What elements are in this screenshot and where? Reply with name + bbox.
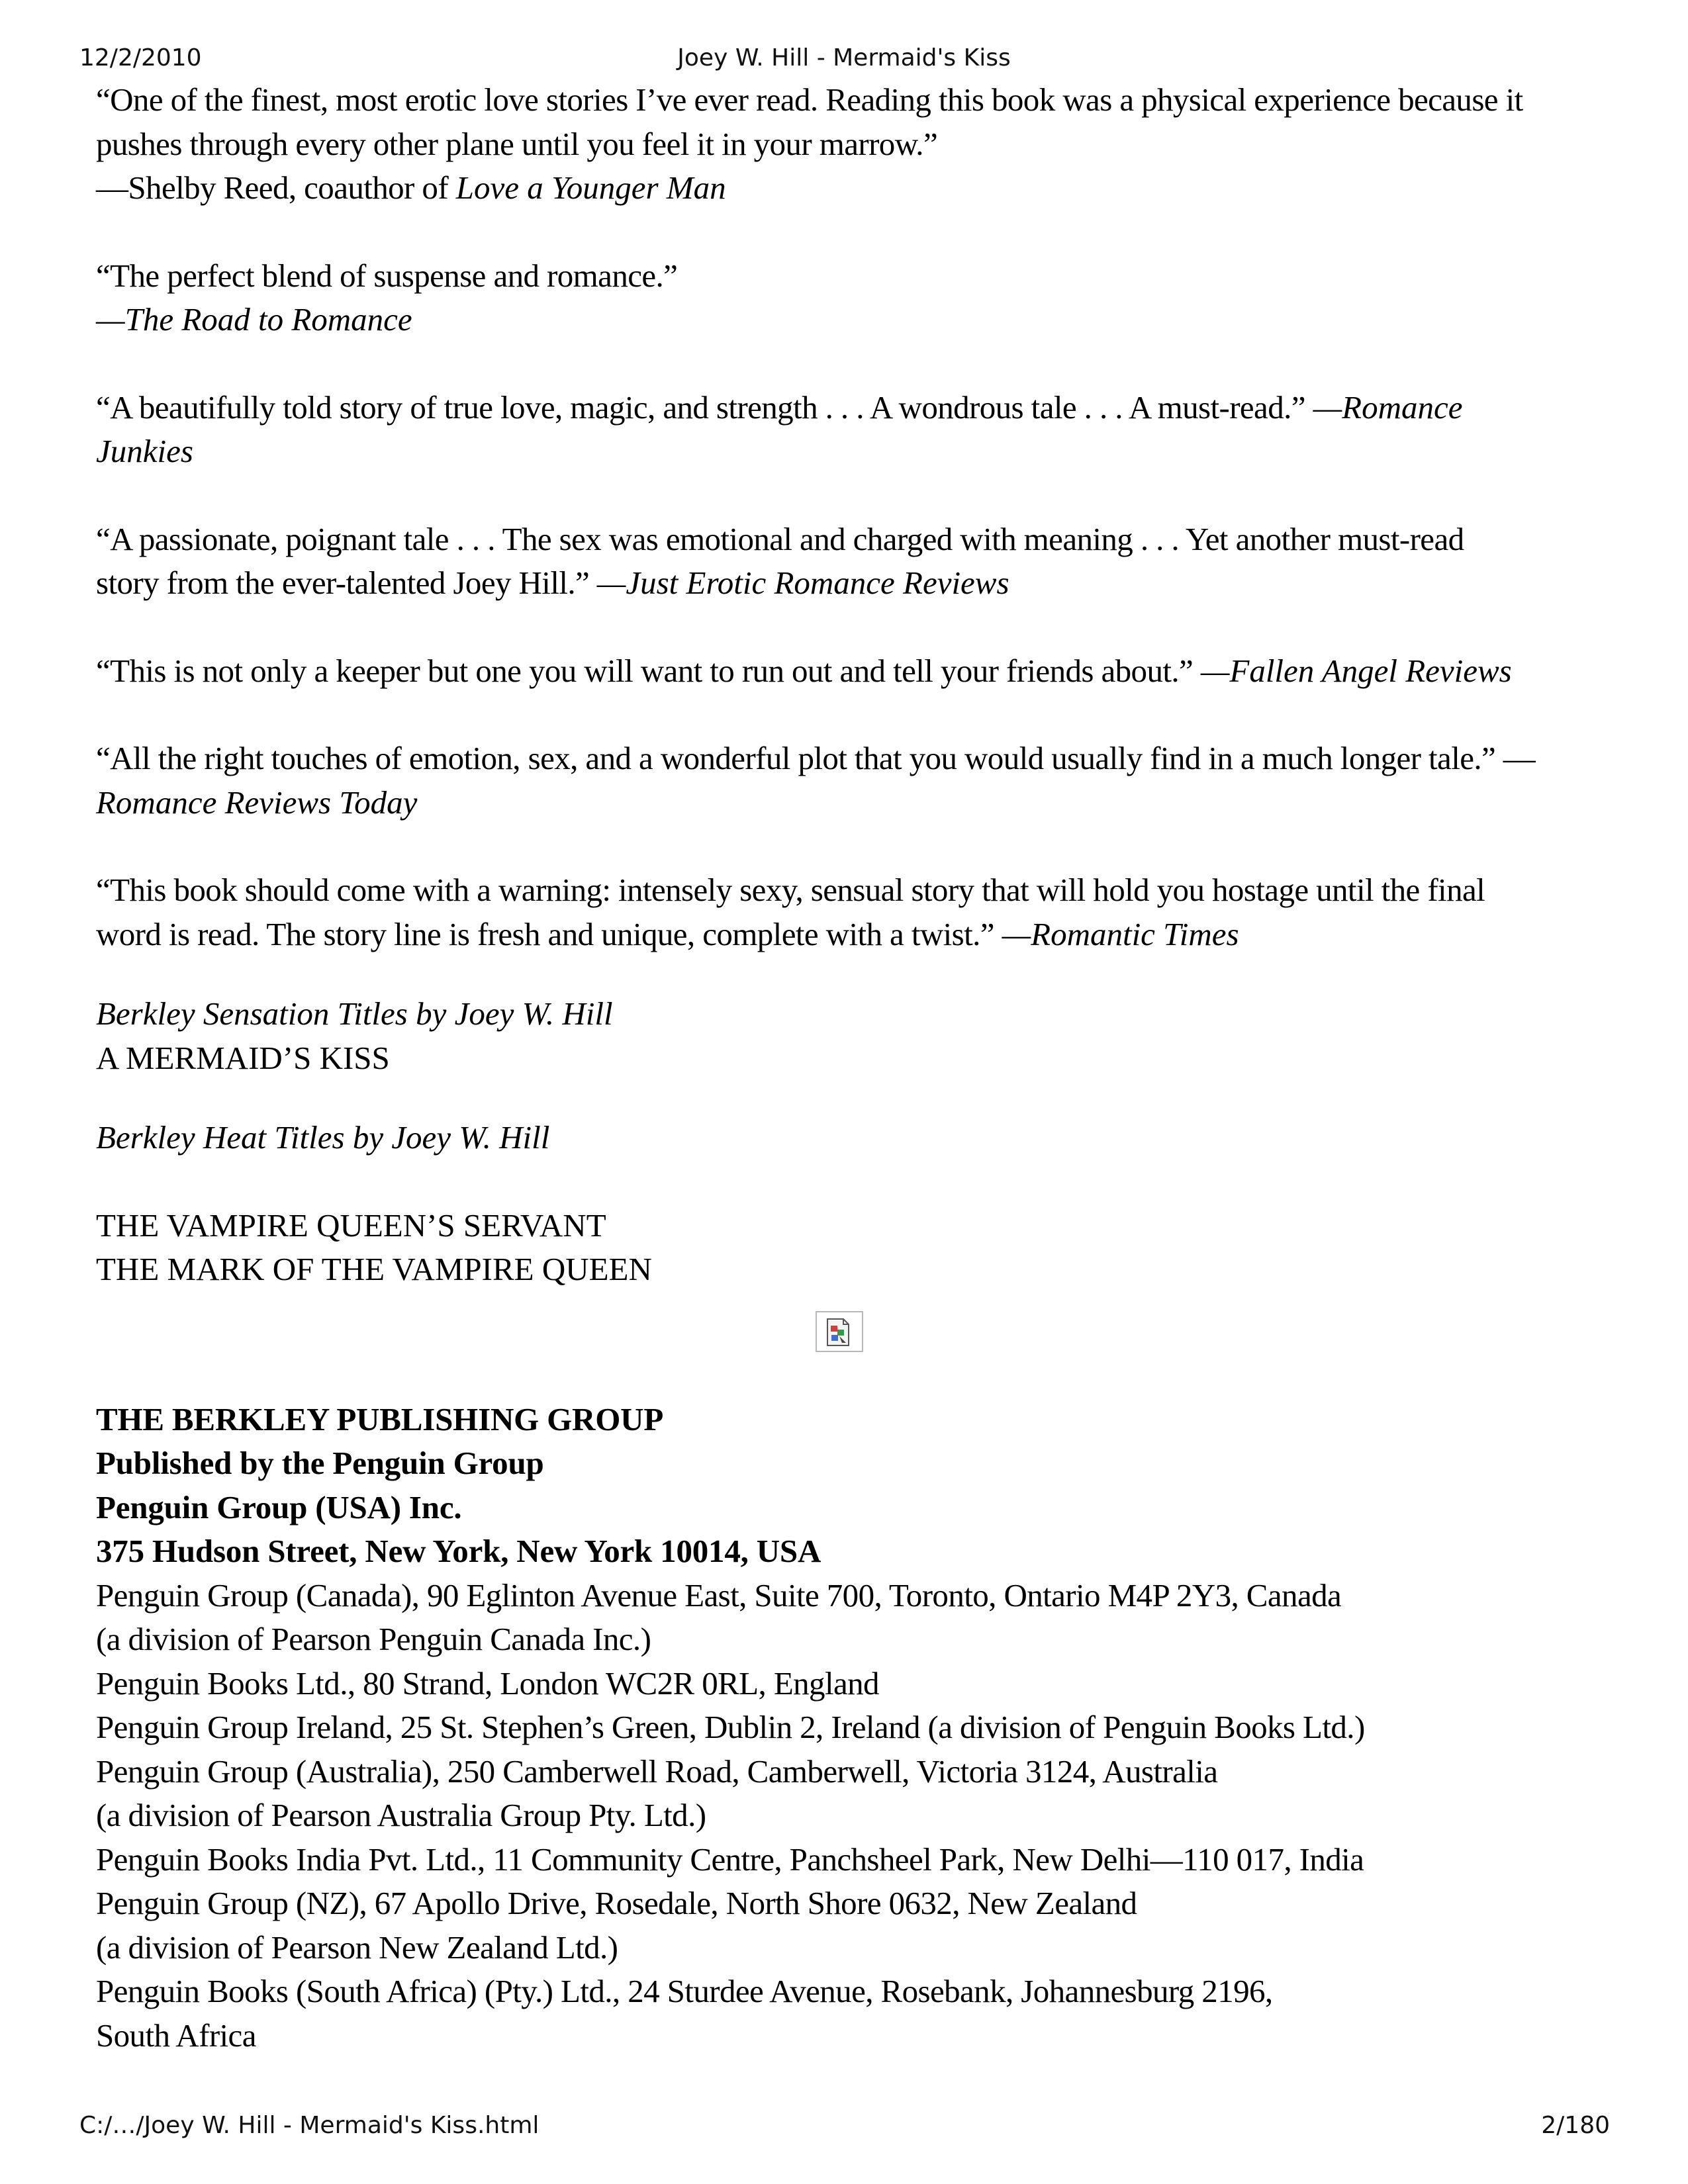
praise-quote-1 <box>96 78 1595 166</box>
praise-text: “This book should come with a warning: intensely sexy, sensual story that will hold you hostage until the final word is read. The story line is fresh and unique, complete with a twist.” <box>96 872 1485 952</box>
publisher-line: Published by the Penguin Group <box>96 1445 544 1481</box>
print-title: Joey W. Hill - Mermaid's Kiss <box>677 44 1011 71</box>
sensation-titles-heading: Berkley Sensation Titles by Joey W. Hill <box>96 995 613 1032</box>
praise-text: “The perfect blend of suspense and romance.” <box>96 257 678 294</box>
praise-text: “A beautifully told story of true love, magic, and strength . . . A wondrous tale . . . A must-read.” <box>96 388 1313 426</box>
publisher-line: Penguin Group (Canada), 90 Eglinton Avenue East, Suite 700, Toronto, Ontario M4P 2Y3, Canada <box>96 1576 1342 1614</box>
publisher-line: Penguin Books Ltd., 80 Strand, London WC2R 0RL, England <box>96 1664 879 1702</box>
page-number: 2/180 <box>1541 2112 1610 2139</box>
publisher-name: THE BERKLEY PUBLISHING GROUP <box>96 1400 664 1437</box>
attribution-source: Romance Reviews Today <box>96 784 418 821</box>
praise-text: “One of the finest, most erotic love stories I’ve ever read. Reading this book was a physical experience because it pushes through every other plane until you feel it in your marrow.” <box>96 81 1523 162</box>
attribution-source: Love a Younger Man <box>455 169 726 206</box>
print-header <box>0 44 1688 73</box>
publisher-address: 375 Hudson Street, New York, New York 10014, USA <box>96 1533 821 1569</box>
publisher-line: South Africa <box>96 2017 256 2054</box>
attribution-source: —Just Erotic Romance Reviews <box>596 565 1009 601</box>
publisher-line: (a division of Pearson Penguin Canada Inc.) <box>96 1621 651 1657</box>
book-title: THE MARK OF THE VAMPIRE QUEEN <box>96 1251 652 1287</box>
praise-quote-3 <box>96 386 1513 474</box>
page-content <box>96 78 1595 2058</box>
praise-text: “All the right touches of emotion, sex, and a wonderful plot that you would usually find in a much longer tale.” — <box>96 740 1536 776</box>
publisher-line: Penguin Group Ireland, 25 St. Stephen’s Green, Dublin 2, Ireland (a division of Penguin Books Ltd.) <box>96 1709 1365 1745</box>
praise-quote-7 <box>96 868 1539 956</box>
attribution-source: —Romantic Times <box>1002 915 1239 952</box>
praise-text: “A passionate, poignant tale . . . The sex was emotional and charged with meaning . . . Yet another must-read story from the ever-talented Joey Hill.” <box>96 520 1464 601</box>
publisher-line: Penguin Books India Pvt. Ltd., 11 Community Centre, Panchsheel Park, New Delhi—110 017, India <box>96 1841 1364 1878</box>
attribution-prefix: —Shelby Reed, coauthor of <box>96 169 456 206</box>
publisher-line: Penguin Books (South Africa) (Pty.) Ltd., 24 Sturdee Avenue, Rosebank, Johannesburg 2196, <box>96 1973 1273 2009</box>
attribution-source: —The Road to Romance <box>96 301 412 338</box>
book-title: THE VAMPIRE QUEEN’S SERVANT <box>96 1206 606 1244</box>
praise-text: “This is not only a keeper but one you will want to run out and tell your friends about.” <box>96 652 1201 689</box>
print-date: 12/2/2010 <box>79 44 202 71</box>
praise-quote-4 <box>96 518 1513 606</box>
praise-attribution-2 <box>96 298 1595 342</box>
praise-quote-5 <box>96 649 1595 694</box>
book-title: A MERMAID’S KISS <box>96 1039 390 1076</box>
praise-attribution-1 <box>96 166 1595 210</box>
broken-image-icon <box>816 1311 863 1352</box>
praise-quote-6 <box>96 737 1595 825</box>
publisher-line: (a division of Pearson Australia Group Pty. Ltd.) <box>96 1797 706 1833</box>
print-footer <box>0 2111 1688 2140</box>
publisher-line: Penguin Group (Australia), 250 Camberwell Road, Camberwell, Victoria 3124, Australia <box>96 1752 1218 1790</box>
praise-quote-2 <box>96 254 1595 298</box>
attribution-source: —Romance Junkies <box>96 388 1463 469</box>
file-path: C:/…/Joey W. Hill - Mermaid's Kiss.html <box>79 2112 539 2139</box>
attribution-source: —Fallen Angel Reviews <box>1200 652 1512 689</box>
image-row <box>96 1292 1595 1398</box>
publisher-line: (a division of Pearson New Zealand Ltd.) <box>96 1929 618 1966</box>
publisher-line: Penguin Group (NZ), 67 Apollo Drive, Rosedale, North Shore 0632, New Zealand <box>96 1885 1137 1921</box>
publisher-line: Penguin Group (USA) Inc. <box>96 1488 462 1525</box>
heat-titles-heading: Berkley Heat Titles by Joey W. Hill <box>96 1119 550 1156</box>
